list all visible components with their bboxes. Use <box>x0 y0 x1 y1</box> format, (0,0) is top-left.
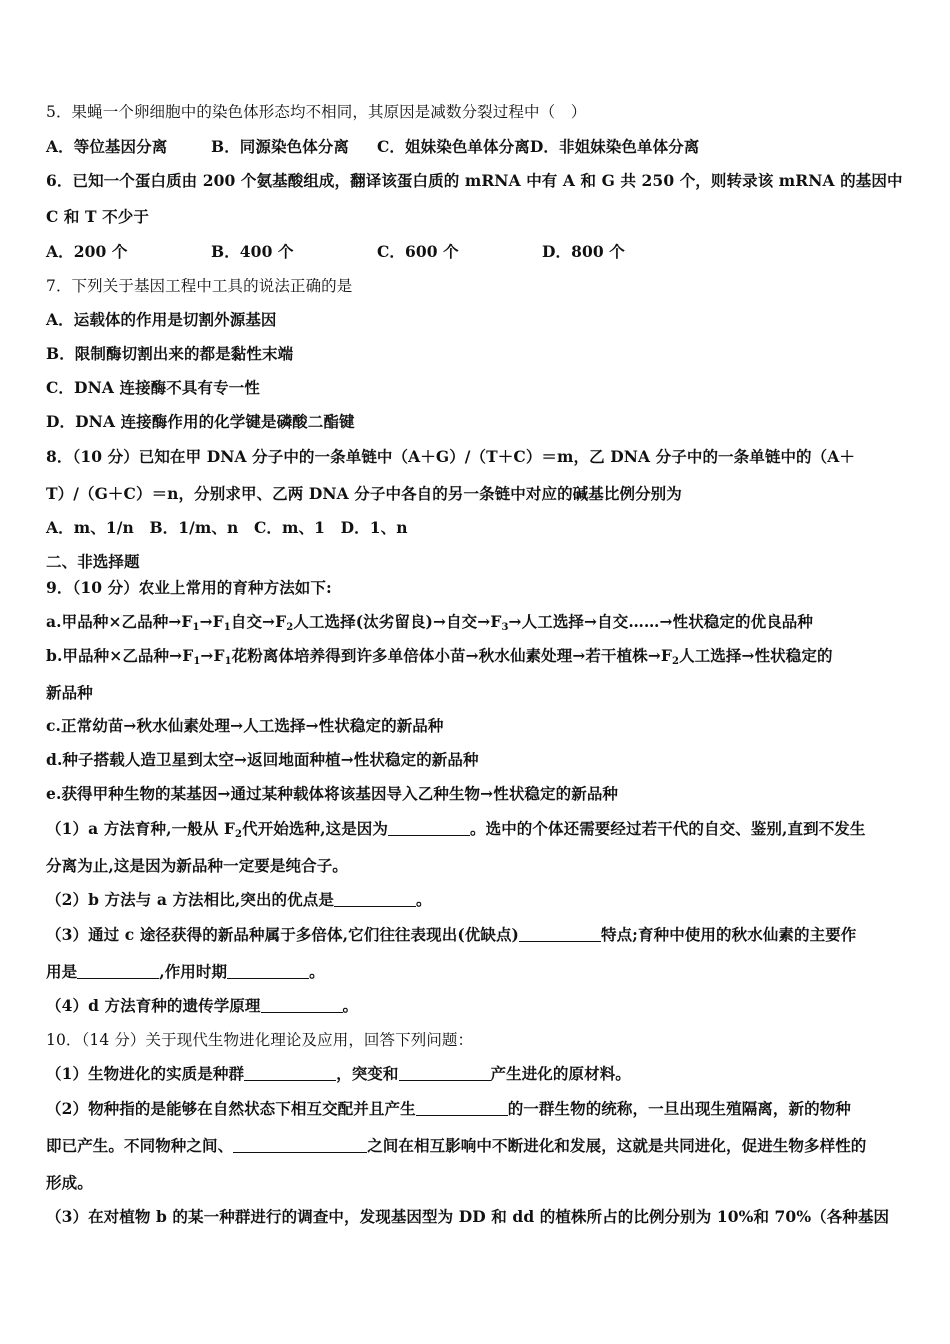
q6-option-b: B．400 个 <box>211 242 294 261</box>
q10-stem: 10．（14 分）关于现代生物进化理论及应用，回答下列问题： <box>46 1031 474 1049</box>
answer-blank[interactable] <box>227 962 309 979</box>
answer-blank[interactable] <box>519 925 601 942</box>
q9-method-c: c.正常幼苗→秋水仙素处理→人工选择→性状稳定的新品种 <box>46 716 444 735</box>
q10-sub2: （2）物种指的是能够在自然状态下相互交配并且产生 的一群生物的统称，一旦出现生殖隔离，新的物种 <box>46 1099 851 1118</box>
q9-method-e: e.获得甲种生物的某基因→通过某种载体将该基因导入乙种生物→性状稳定的新品种 <box>46 784 619 803</box>
q6-options <box>46 242 911 262</box>
q8-stem-line1: 8．（10 分）已知在甲 DNA 分子中的一条单链中（A＋G）/（T＋C）＝m，乙 DNA 分子中的一条单链中的（A＋ <box>46 447 855 466</box>
section-heading: 二、非选择题 <box>46 552 140 571</box>
q6-option-c: C．600 个 <box>377 242 459 261</box>
answer-blank[interactable] <box>261 996 343 1013</box>
q10-sub2-cont: 即已产生。不同物种之间、 之间在相互影响中不断进化和发展，这就是共同进化，促进生物多样性的 <box>46 1136 867 1155</box>
q9-method-a: a.甲品种×乙品种$\to F_1\to F_1$自交$\to F_2$人工选择(汰劣留良)→自交$\to F_3\to$人工选择→自交……→性状稳定的优良品种 <box>46 612 814 633</box>
q7-stem: 7．下列关于基因工程中工具的说法正确的是 <box>46 277 353 295</box>
q9-method-b-cont: 新品种 <box>46 683 93 702</box>
q7-option-d: D．DNA 连接酶作用的化学键是磷酸二酯键 <box>46 412 355 431</box>
q8-options: A．m、1/n B．1/m、n C．m、1 D．1、n <box>46 518 408 537</box>
q9-sub1: （1）a 方法育种,一般从 $F_2$代开始选种,这是因为 。选中的个体还需要经过若干代的自交、鉴别,直到不发生 <box>46 819 866 840</box>
answer-blank[interactable] <box>416 1099 508 1116</box>
q9-method-d: d.种子搭载人造卫星到太空→返回地面种植→性状稳定的新品种 <box>46 750 479 769</box>
q9-sub1-cont: 分离为止,这是因为新品种一定要是纯合子。 <box>46 856 348 875</box>
answer-blank[interactable] <box>77 962 159 979</box>
q10-sub3: （3）在对植物 b 的某一种群进行的调查中，发现基因型为 DD 和 dd 的植株所占的比例分别为 10%和 70%（各种基因 <box>46 1207 890 1226</box>
q6-option-a: A．200 个 <box>46 242 128 261</box>
q9-sub3-cont: 用是 ,作用时期 。 <box>46 962 325 981</box>
q9-sub3: （3）通过 c 途径获得的新品种属于多倍体,它们往往表现出(优缺点) 特点;育种中使用的秋水仙素的主要作 <box>46 925 857 944</box>
q10-sub1: （1）生物进化的实质是种群 ，突变和 产生进化的原材料。 <box>46 1064 631 1083</box>
q5-option-a: A．等位基因分离 <box>46 137 168 156</box>
q9-method-b: b.甲品种×乙品种$\to F_1\to F_1$花粉离体培养得到许多单倍体小苗→秋水仙素处理→若干植株$\to F_2$人工选择→性状稳定的 <box>46 646 833 667</box>
q8-stem-line2: T）/（G＋C）＝n，分别求甲、乙两 DNA 分子中各自的另一条链中对应的碱基比例分别为 <box>46 484 682 503</box>
answer-blank[interactable] <box>388 819 470 836</box>
q7-option-b: B．限制酶切割出来的都是黏性末端 <box>46 344 294 363</box>
q5-option-c: C．姐妹染色单体分离 <box>377 137 530 156</box>
q6-stem-line1: 6．已知一个蛋白质由 200 个氨基酸组成，翻译该蛋白质的 mRNA 中有 A 和 G 共 250 个，则转录该 mRNA 的基因中 <box>46 171 903 190</box>
answer-blank[interactable] <box>244 1064 336 1081</box>
q5-stem: 5．果蝇一个卵细胞中的染色体形态均不相同，其原因是减数分裂过程中（ ） <box>46 103 587 121</box>
q9-stem: 9．（10 分）农业上常用的育种方法如下: <box>46 578 332 597</box>
answer-blank[interactable] <box>233 1136 367 1153</box>
q5-option-d: D．非姐妹染色单体分离 <box>529 137 700 156</box>
q7-option-a: A．运载体的作用是切割外源基因 <box>46 310 277 329</box>
q6-stem-line2: C 和 T 不少于 <box>46 207 149 226</box>
q5-options <box>46 137 911 157</box>
q5-option-b: B．同源染色体分离 <box>211 137 350 156</box>
q9-sub2: （2）b 方法与 a 方法相比,突出的优点是 。 <box>46 890 432 909</box>
answer-blank[interactable] <box>334 890 416 907</box>
q6-option-d: D．800 个 <box>542 242 625 261</box>
answer-blank[interactable] <box>399 1064 491 1081</box>
q10-sub2-end: 形成。 <box>46 1173 93 1192</box>
q7-option-c: C．DNA 连接酶不具有专一性 <box>46 378 260 397</box>
q9-sub4: （4）d 方法育种的遗传学原理 。 <box>46 996 359 1015</box>
